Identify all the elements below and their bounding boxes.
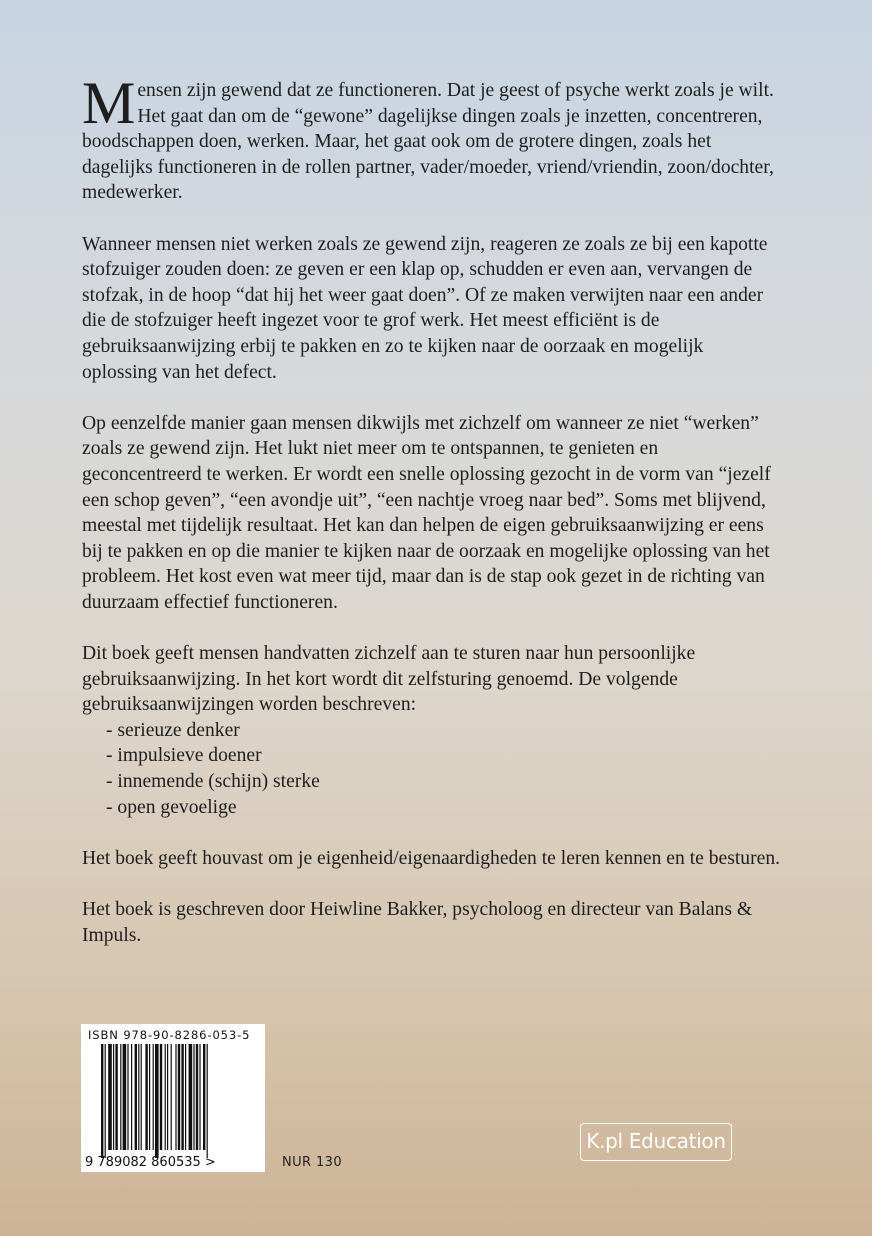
isbn-barcode [81,1024,265,1172]
paragraph-handvatten: Dit boek geeft mensen handvatten zichzelf aan te sturen naar hun persoonlijke gebruiksaanwijzing. In het kort wordt dit zelfsturing genoemd. De volgende gebruiksaanwijzingen worden beschreven: [82,643,696,716]
isbn-label: ISBN 978-90-8286-053-5 [88,1028,251,1042]
ean-digits: 9 789082 860535 > [85,1155,216,1170]
nur-code: NUR 130 [282,1155,343,1170]
blurb-text [82,70,782,974]
paragraph-auteur: Het boek is geschreven door Heiwline Bakker, psycholoog en directeur van Balans & Impuls. [82,899,753,946]
publisher-logo: K.pl Education [580,1123,732,1161]
list-item: - innemende (schijn) sterke [106,771,320,793]
list-item: - impulsieve doener [106,745,262,767]
intro-paragraph [82,70,782,206]
paragraph-houvast: Het boek geeft houvast om je eigenheid/eigenaardigheden te leren kennen en te besturen. [82,847,781,869]
drop-cap: M [82,70,136,136]
paragraph-stofzuiger: Wanneer mensen niet werken zoals ze gewend zijn, reageren ze zoals ze bij een kapotte stofzuiger zouden doen: ze geven er een klap op, schudden er even aan, vervangen de stofzak, in de hoop “dat hij het weer gaat doen”. Of ze maken verwijten naar een ander die de stofzuiger heeft ingezet voor te grof werk. Het meest efficiënt is de gebruiksaanwijzing erbij te pakken en zo te kijken naar de oorzaak en mogelijk oplossing van het defect. [82,233,768,383]
barcode-bars [81,1024,265,1172]
gebruiksaanwijzingen-list [82,718,782,820]
list-item: - open gevoelige [106,796,237,818]
intro-paragraph-text: ensen zijn gewend dat ze functioneren. Dat je geest of psyche werkt zoals je wilt. Het gaat dan om de “gewone” dagelijkse dingen zoals je inzetten, concentreren, boodschappen doen, werken. Maar, het gaat ook om de grotere dingen, zoals het dagelijks functioneren in de rollen partner, vader/moeder, vriend/vriendin, zoon/dochter, medewerker. [82,80,774,204]
paragraph-zelfde-manier: Op eenzelfde manier gaan mensen dikwijls met zichzelf om wanneer ze niet “werken” zoals ze gewend zijn. Het lukt niet meer om te ontspannen, te genieten en geconcentreerd te werken. Er wordt een snelle oplossing gezocht in de vorm van “jezelf een schop geven”, “een avondje uit”, “een nachtje vroeg naar bed”. Soms met blijvend, meestal met tijdelijk resultaat. Het kan dan helpen de eigen gebruiksaanwijzing er eens bij te pakken en op die manier te kijken naar de oorzaak en mogelijke oplossing van het probleem. Het kost even wat meer tijd, maar dan is de stap ook gezet in de richting van duurzaam effectief functioneren. [82,412,771,613]
list-item: - serieuze denker [106,719,240,741]
